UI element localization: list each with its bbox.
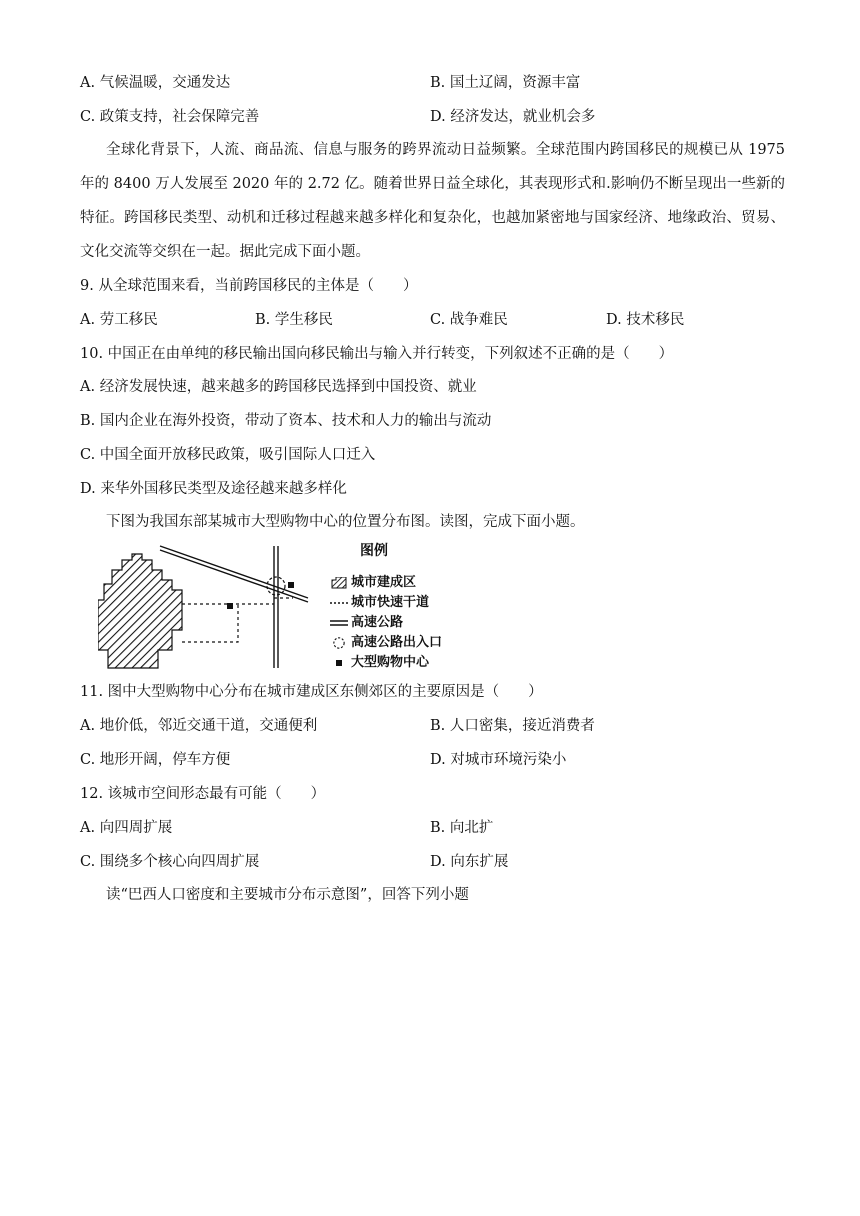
legend-title: 图例	[360, 543, 388, 559]
legend-item-built-up	[330, 575, 416, 591]
q12-stem: 12. 该城市空间形态最有可能（ ）	[80, 786, 326, 802]
legend-item-expressway	[330, 615, 403, 631]
dotted-line-icon	[330, 597, 348, 609]
q12-option-c: C. 围绕多个核心向四周扩展	[80, 854, 260, 870]
dashed-circle-icon	[330, 637, 348, 649]
built-up-area	[98, 554, 182, 668]
passage-shopping-center: 下图为我国东部某城市大型购物中心的位置分布图。读图，完成下面小题。	[106, 514, 585, 530]
q11-option-a: A. 地价低，邻近交通干道，交通便利	[80, 718, 318, 734]
q11-option-c: C. 地形开阔，停车方便	[80, 752, 231, 768]
q12-option-d: D. 向东扩展	[430, 854, 509, 870]
shopping-center-marker	[227, 603, 233, 609]
passage-brazil: 读“巴西人口密度和主要城市分布示意图”，回答下列小题	[106, 887, 469, 903]
q11-option-d: D. 对城市环境污染小	[430, 752, 567, 768]
q8-option-b: B. 国土辽阔，资源丰富	[430, 75, 581, 91]
hatch-swatch-icon	[330, 577, 348, 589]
q9-option-a: A. 劳工移民	[80, 312, 158, 328]
q9-stem: 9. 从全球范围来看，当前跨国移民的主体是（ ）	[80, 278, 418, 294]
expressway-entrance	[267, 577, 285, 595]
legend-label-built-up: 城市建成区	[351, 575, 417, 590]
filled-square-icon	[330, 657, 348, 669]
legend-item-entrance	[330, 635, 442, 651]
legend-item-shopping-center	[330, 655, 429, 671]
q10-stem: 10. 中国正在由单纯的移民输出国向移民输出与输入并行转变，下列叙述不正确的是（ ）	[80, 346, 674, 362]
q10-option-a: A. 经济发展快速，越来越多的跨国移民选择到中国投资、就业	[80, 379, 477, 395]
q8-option-d: D. 经济发达，就业机会多	[430, 109, 596, 125]
passage-migration: 全球化背景下，人流、商品流、信息与服务的跨界流动日益频繁。全球范围内跨国移民的规模已从 1975 年的 8400 万人发展至 2020 年的 2.72 亿。随着世界日益全球化，其表现形式和.影响仍不断呈现出一些新的特征。跨国移民类型、动机和迁移过程越来越多样化和复杂化，也越加紧密地与国家经济、地缘政治、贸易、文化交流等交织在一起。据此完成下面小题。	[80, 142, 785, 260]
shopping-center-marker	[288, 582, 294, 588]
legend-label-entrance: 高速公路出入口	[351, 635, 443, 650]
q10-option-d: D. 来华外国移民类型及途径越来越多样化	[80, 481, 347, 497]
legend-label-expressway: 高速公路	[351, 615, 404, 630]
q11-stem: 11. 图中大型购物中心分布在城市建成区东侧郊区的主要原因是（ ）	[80, 684, 543, 700]
q12-option-a: A. 向四周扩展	[80, 820, 173, 836]
q11-option-b: B. 人口密集，接近消费者	[430, 718, 595, 734]
q10-option-b: B. 国内企业在海外投资，带动了资本、技术和人力的输出与流动	[80, 413, 492, 429]
q9-option-c: C. 战争难民	[430, 312, 508, 328]
q10-option-c: C. 中国全面开放移民政策，吸引国际人口迁入	[80, 447, 376, 463]
legend-label-shopping-center: 大型购物中心	[351, 655, 430, 670]
q9-option-d: D. 技术移民	[606, 312, 685, 328]
double-line-icon	[330, 617, 348, 629]
q8-option-a: A. 气候温暖，交通发达	[80, 75, 231, 91]
q12-option-b: B. 向北扩	[430, 820, 494, 836]
map-legend	[330, 540, 480, 675]
q8-option-c: C. 政策支持，社会保障完善	[80, 109, 260, 125]
legend-label-fast-road: 城市快速干道	[351, 595, 430, 610]
legend-item-fast-road	[330, 595, 429, 611]
q9-option-b: B. 学生移民	[255, 312, 333, 328]
